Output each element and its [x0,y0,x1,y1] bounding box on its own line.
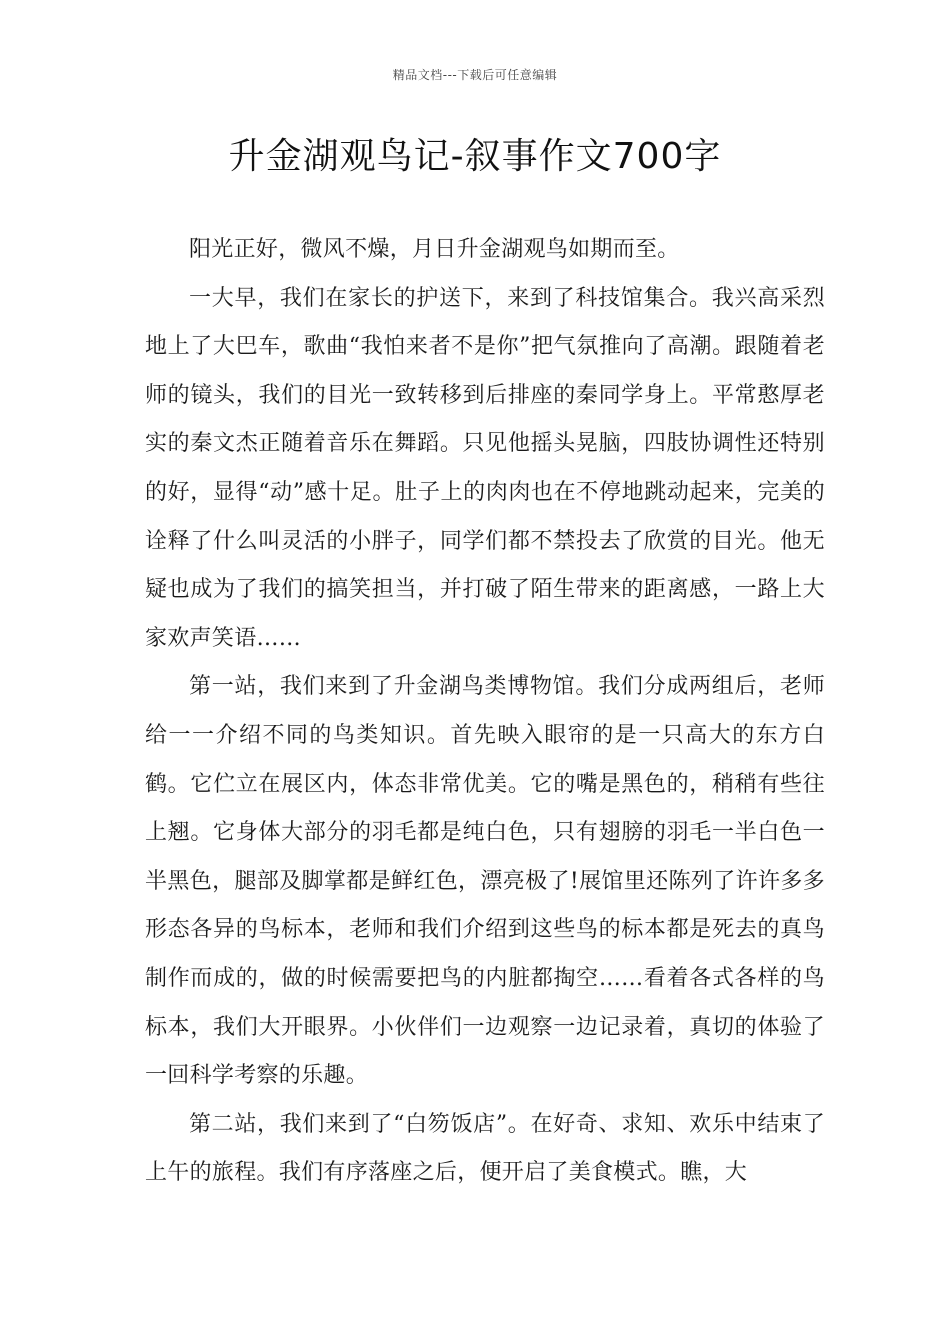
paragraph: 阳光正好，微风不燥，月日升金湖观鸟如期而至。 [189,237,680,262]
paragraph: 第一站，我们来到了升金湖鸟类博物馆。我们分成两组后，老师给一一介绍不同的鸟类知识。首先映入眼帘的是一只高大的东方白鹤。它伫立在展区内，体态非常优美。它的嘴是黑色的，稍稍有些往上翘。它身体大部分的羽毛都是纯白色，只有翅膀的羽毛一半白色一半黑色，腿部及脚掌都是鲜红色，漂亮极了!展馆里还陈列了许许多多形态各异的鸟标本，老师和我们介绍到这些鸟的标本都是死去的真鸟制作而成的，做的时候需要把鸟的内脏都掏空……看着各式各样的鸟标本，我们大开眼界。小伙伴们一边观察一边记录着，真切的体验了一回科学考察的乐趣。 [145,674,825,1089]
paragraph: 一大早，我们在家长的护送下，来到了科技馆集合。我兴高采烈地上了大巴车，歌曲“我怕来者不是你”把气氛推向了高潮。跟随着老师的镜头，我们的目光一致转移到后排座的秦同学身上。平常憨厚老实的秦文杰正随着音乐在舞蹈。只见他摇头晃脑，四肢协调性还特别的好，显得“动”感十足。肚子上的肉肉也在不停地跳动起来，完美的诠释了什么叫灵活的小胖子，同学们都不禁投去了欣赏的目光。他无疑也成为了我们的搞笑担当，并打破了陌生带来的距离感，一路上大家欢声笑语…… [145,285,825,651]
paragraph: 第二站，我们来到了“白笏饭店”。在好奇、求知、欢乐中结束了上午的旅程。我们有序落座之后，便开启了美食模式。瞧，大 [145,1111,825,1186]
document-title: 升金湖观鸟记-叙事作文700字 [228,136,722,177]
header-note: 精品文档---下载后可任意编辑 [392,68,558,82]
document-body [145,226,825,1198]
